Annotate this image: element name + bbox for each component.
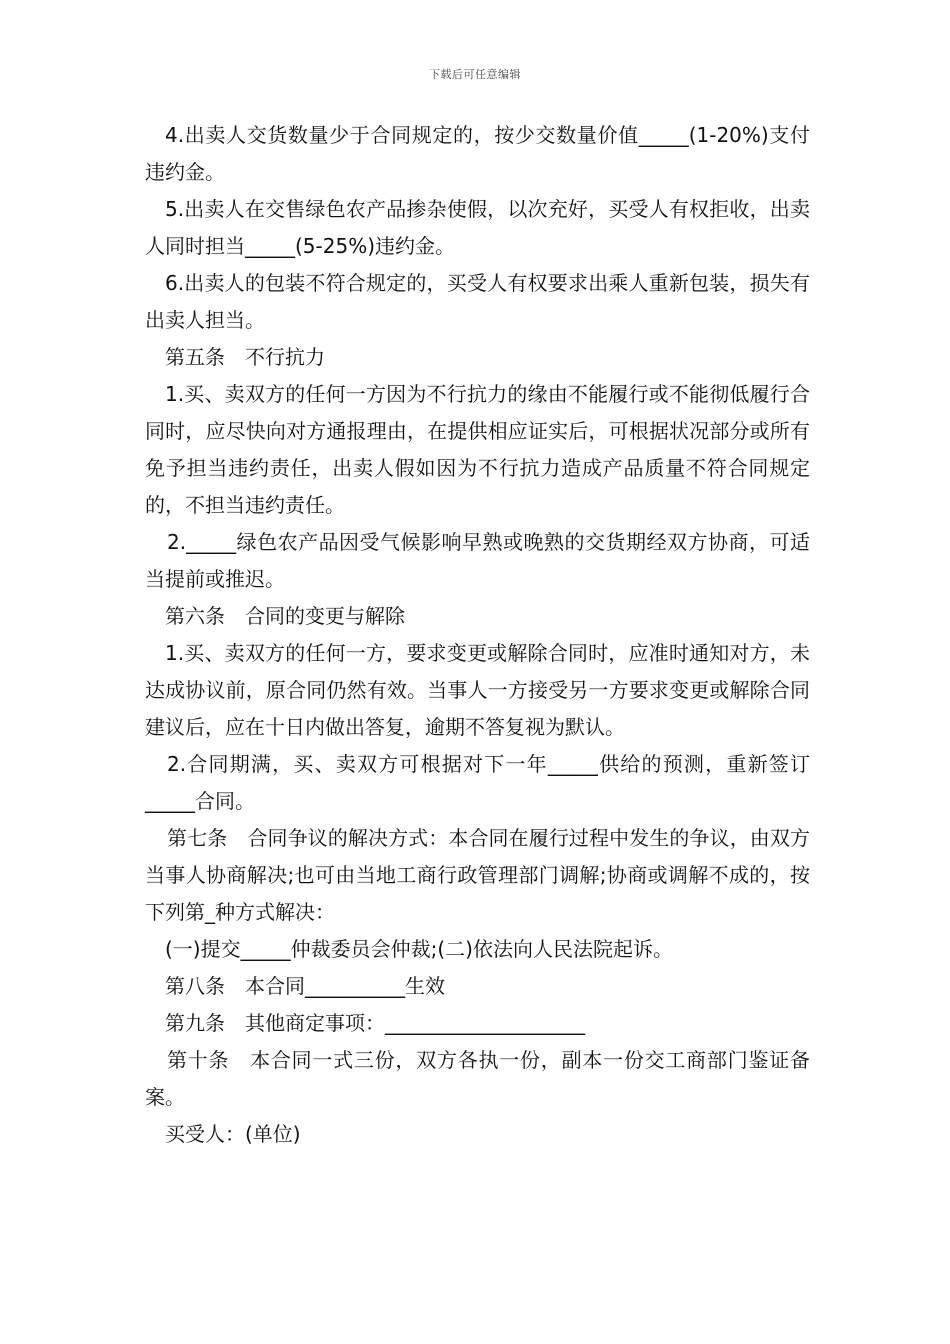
article-5-heading: 第五条 不行抗力 [165,345,325,369]
document-body [145,117,810,1153]
article-8-heading: 第八条 本合同__________生效 [165,974,445,998]
article-6-heading: 第六条 合同的变更与解除 [165,604,405,628]
article-6-item-2: 2.合同期满，买、卖双方可根据对下一年_____供给的预测，重新签订_____合同。 [145,752,810,813]
article-7-options: (一)提交_____仲裁委员会仲裁;(二)依法向人民法院起诉。 [165,937,673,961]
article-10-paragraph: 第十条 本合同一式三份，双方各执一份，副本一份交工商部门鉴证备案。 [145,1048,810,1109]
buyer-signature-line: 买受人：(单位) [165,1122,301,1146]
page-header: 下载后可任意编辑 [429,68,521,81]
clause-4-paragraph: 4.出卖人交货数量少于合同规定的，按少交数量价值_____(1-20%)支付违约金。 [145,123,810,184]
article-5-item-2: 2._____绿色农产品因受气候影响早熟或晚熟的交货期经双方协商，可适当提前或推迟。 [145,530,810,591]
article-9-heading: 第九条 其他商定事项：____________________ [165,1011,585,1035]
article-5-item-1: 1.买、卖双方的任何一方因为不行抗力的缘由不能履行或不能彻低履行合同时，应尽快向对方通报理由，在提供相应证实后，可根据状况部分或所有免予担当违约责任，出卖人假如因为不行抗力造成产品质量不符合同规定的，不担当违约责任。 [145,382,810,517]
article-6-item-1: 1.买、卖双方的任何一方，要求变更或解除合同时，应准时通知对方，未达成协议前，原合同仍然有效。当事人一方接受另一方要求变更或解除合同建议后，应在十日内做出答复，逾期不答复视为默认。 [145,641,810,739]
clause-5-paragraph: 5.出卖人在交售绿色农产品掺杂使假，以次充好，买受人有权拒收，出卖人同时担当_____(5-25%)违约金。 [145,197,810,258]
article-7-paragraph: 第七条 合同争议的解决方式：本合同在履行过程中发生的争议，由双方当事人协商解决;也可由当地工商行政管理部门调解;协商或调解不成的，按下列第_种方式解决： [145,826,810,924]
clause-6-paragraph: 6.出卖人的包装不符合规定的，买受人有权要求出乘人重新包装，损失有出卖人担当。 [145,271,810,332]
